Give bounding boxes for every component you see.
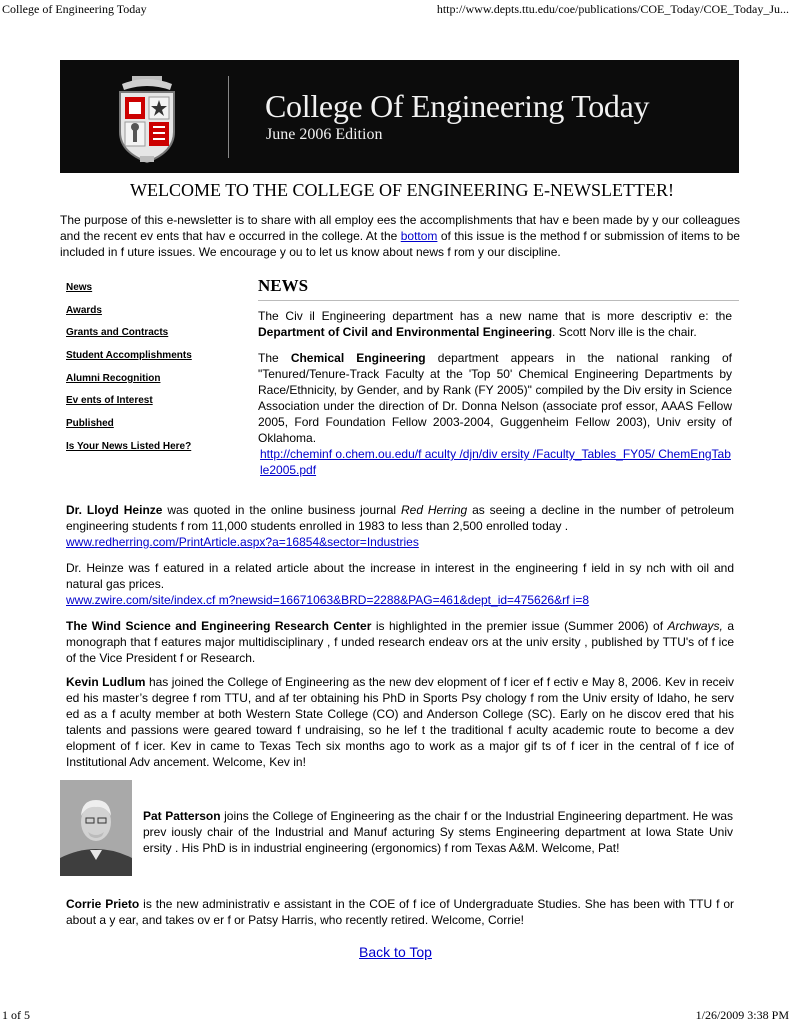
chem-dept-name: Chemical Engineering — [290, 351, 426, 365]
news-heinze-red-herring — [66, 502, 734, 550]
nav-awards[interactable]: Awards — [66, 304, 102, 316]
patterson-name: Pat Patterson — [143, 809, 221, 823]
pat-patterson-photo — [60, 780, 132, 876]
red-herring-title: Red Herring — [400, 503, 468, 517]
prieto-name: Corrie Prieto — [66, 897, 140, 911]
ttu-seal-icon — [82, 72, 212, 164]
news-pat-patterson — [143, 808, 733, 856]
back-to-top-link[interactable]: Back to Top — [359, 944, 432, 960]
newsletter-banner — [60, 60, 739, 173]
news-heading: NEWS — [258, 276, 739, 301]
patterson-text: joins the College of Engineering as the chair f or the Industrial Engineering department. He was prev iously chair of the Industrial and Manuf acturing Sy stems Engineering department at Iowa State Univ ersity . His PhD is in industrial engineering (ergonomics) f rom Texas A&M. Welcome, Pat! — [143, 809, 733, 855]
print-header-title: College of Engineering Today — [2, 2, 147, 16]
nav-alumni-recognition[interactable]: Alumni Recognition — [66, 372, 161, 384]
news-civil-engineering — [258, 308, 732, 340]
intro-text-end: of this issue is the method f or submission of items to be included in f uture issues. We encourage y ou to let us know about news f rom y our discipline. — [60, 229, 740, 259]
heinze-name: Dr. Lloyd Heinze — [66, 503, 163, 517]
page-count: 1 of 5 — [2, 1008, 30, 1022]
banner-divider — [228, 76, 229, 158]
news-chemical-engineering — [258, 350, 732, 478]
heinze-text-start: was quoted in the online business journal — [162, 503, 401, 517]
print-header — [0, 2, 791, 17]
ludlum-name: Kevin Ludlum — [66, 675, 146, 689]
news-wind-science — [66, 618, 734, 666]
wind-text-end: a monograph that f eatures major multidisciplinary , f unded research endeav ors at the univ ersity , published by TTU's of f ice of the Vice President f or Research. — [66, 619, 734, 665]
chem-text-start: The — [258, 351, 291, 365]
redherring-link[interactable]: www.redherring.com/PrintArticle.aspx?a=16854&sector=Industries — [66, 535, 419, 549]
intro-paragraph — [60, 212, 740, 260]
wind-text-start: is highlighted in the premier issue (Summer 2006) of — [371, 619, 668, 633]
news-corrie-prieto — [66, 896, 734, 928]
print-timestamp: 1/26/2009 3:38 PM — [695, 1008, 789, 1022]
nav-student-accomplishments[interactable]: Student Accomplishments — [66, 350, 192, 362]
heinze2-text: Dr. Heinze was f eatured in a related article about the increase in interest in the engineering f ield in sy nch with oil and natural gas prices. — [66, 561, 734, 591]
newsletter-edition: June 2006 Edition — [266, 126, 383, 143]
nav-is-your-news-listed[interactable]: Is Your News Listed Here? — [66, 440, 192, 452]
nav-grants-and-contracts[interactable]: Grants and Contracts — [66, 327, 169, 339]
chem-text-end: department appears in the national ranking of "Tenured/Tenure-Track Faculty at the 'Top 50' Chemical Engineering Departments by Race/Ethnicity, by Gender, and by Rank (FY 2005)" compiled by the Div ersity in Science Association under the direction of Dr. Donna Nelson (associate prof essor, AAAS Fellow 2005, Ford Foundation Fellow 2003-2004, Guggenheim Fellow 2003), Univ ersity of Oklahoma. — [258, 351, 733, 445]
back-to-top-row — [0, 944, 791, 960]
civil-text-end: . Scott Norv ille is the chair. — [552, 325, 697, 339]
heinze-text-end: as seeing a decline in the number of petroleum engineering students f rom 11,000 students enrolled in 1983 to less than 2,500 enrolled today . — [66, 503, 734, 533]
ludlum-text: has joined the College of Engineering as the new dev elopment of f icer ef f ectiv e May 8, 2006. Kev in receiv ed his master’s degree f rom TTU, and af ter obtaining his PhD in Sports Psy chology f rom the Univ ersity of Idaho, he serv ed as a f aculty member at both Western State College (CO) and Anderson College (SC). Early on he discov ered that his talents and passions were geared toward f undraising, so he lef t the traditional f aculty academic route to become a dev elopment of f icer. Kev in came to Texas Tech six months ago to work as a major gif ts of f icer in the central of f ice of Institutional Adv ancement. Welcome, Kev in! — [66, 675, 734, 769]
prieto-text: is the new administrativ e assistant in the COE of f ice of Undergraduate Studies. She has been with TTU f or about a y ear, and takes ov er f or Patsy Harris, who recently retired. Welcome, Corrie! — [66, 897, 734, 927]
news-heinze-zwire — [66, 560, 734, 608]
wind-center-name: The Wind Science and Engineering Research Center — [66, 619, 372, 633]
nav-events-of-interest[interactable]: Ev ents of Interest — [66, 395, 153, 407]
bottom-link[interactable]: bottom — [400, 229, 438, 243]
print-footer — [0, 1008, 791, 1023]
section-nav — [66, 282, 246, 464]
print-header-url: http://www.depts.ttu.edu/coe/publications/COE_Today/COE_Today_Ju... — [436, 2, 789, 16]
zwire-link[interactable]: www.zwire.com/site/index.cf m?newsid=16671063&BRD=2288&PAG=461&dept_id=475626&rf i=8 — [66, 593, 590, 607]
chem-ranking-link[interactable]: http://cheminf o.chem.ou.edu/f aculty /djn/div ersity /Faculty_Tables_FY05/ ChemEngTable2005.pdf — [260, 447, 731, 477]
nav-published[interactable]: Published — [66, 418, 114, 430]
civil-text-start: The Civ il Engineering department has a new name that is more descriptiv e: the — [258, 309, 732, 323]
news-kevin-ludlum — [66, 674, 734, 770]
nav-news[interactable]: News — [66, 282, 93, 293]
welcome-heading: WELCOME TO THE COLLEGE OF ENGINEERING E-NEWSLETTER! — [130, 180, 674, 200]
newsletter-title: College Of Engineering Today — [265, 88, 650, 124]
civil-dept-name: Department of Civil and Environmental Engineering — [258, 325, 553, 339]
intro-text-start: The purpose of this e-newsletter is to share with all employ ees the accomplishments that hav e been made by y our colleagues and the recent ev ents that hav e occurred in the college. At the — [60, 213, 740, 243]
archways-title: Archways, — [667, 619, 723, 633]
